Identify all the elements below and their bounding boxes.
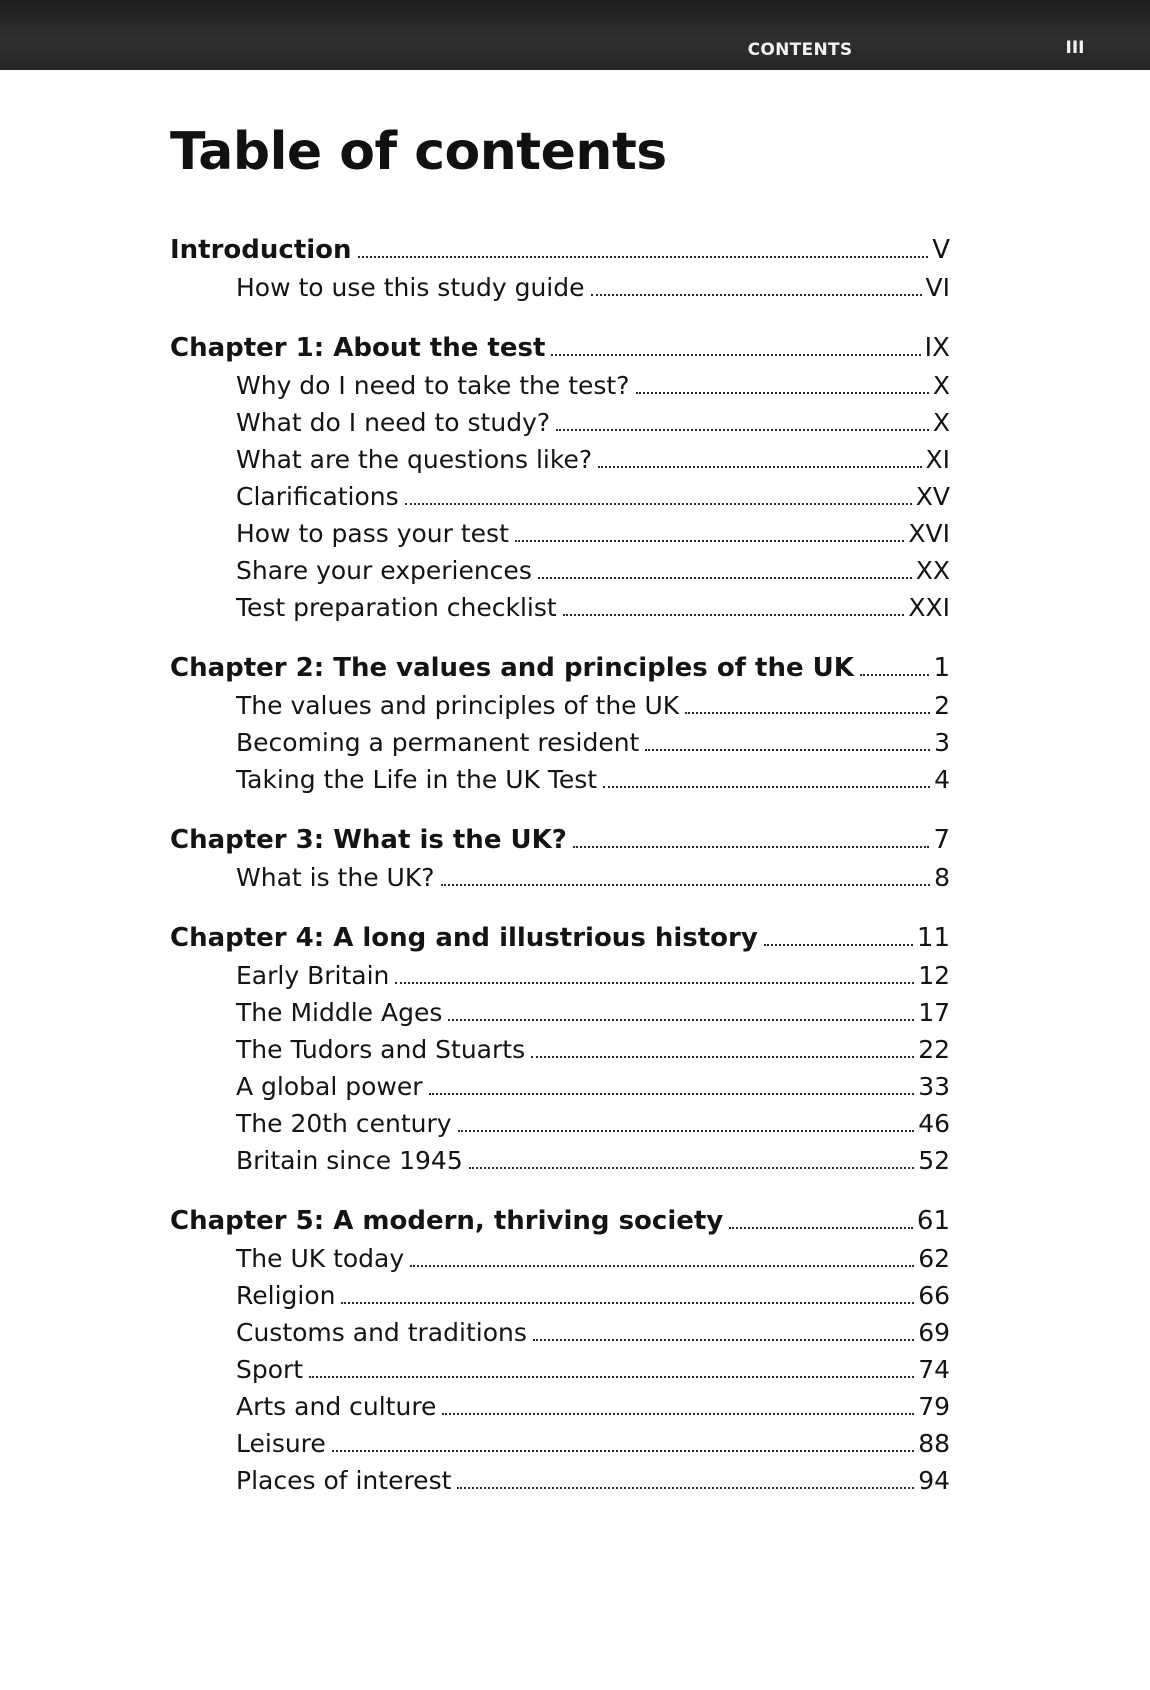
toc-entry-page: XXI [908, 593, 950, 622]
toc-subentry [170, 589, 950, 626]
toc-subentry [170, 1105, 950, 1142]
toc-section [170, 232, 950, 306]
dot-leader [515, 540, 905, 542]
toc-subentry [170, 552, 950, 589]
page-title: Table of contents [170, 122, 667, 182]
toc-chapter-entry [170, 232, 950, 269]
dot-leader [531, 1056, 914, 1058]
toc-subentry [170, 478, 950, 515]
toc-entry-label: Chapter 2: The values and principles of the UK [170, 653, 854, 683]
toc-chapter-entry [170, 1203, 950, 1240]
toc-entry-page: 11 [916, 923, 950, 953]
toc-chapter-entry [170, 920, 950, 957]
toc-entry-page: 62 [918, 1244, 950, 1273]
toc-section [170, 822, 950, 896]
dot-leader [764, 944, 913, 946]
toc-subentry [170, 1314, 950, 1351]
dot-leader [448, 1019, 914, 1021]
toc-entry-page: X [932, 408, 950, 437]
toc-entry-page: 46 [918, 1109, 950, 1138]
dot-leader [538, 577, 912, 579]
dot-leader [358, 256, 929, 258]
toc-subentry [170, 1277, 950, 1314]
dot-leader [395, 982, 914, 984]
toc-entry-label: Chapter 3: What is the UK? [170, 825, 567, 855]
dot-leader [636, 392, 929, 394]
running-head: CONTENTS [747, 40, 853, 60]
dot-leader [441, 884, 931, 886]
toc-entry-page: 61 [916, 1206, 950, 1236]
toc-subentry [170, 269, 950, 306]
dot-leader [603, 786, 930, 788]
toc-entry-label: Religion [236, 1281, 336, 1310]
toc-entry-label: Clarifications [236, 482, 399, 511]
toc-entry-label: Why do I need to take the test? [236, 371, 630, 400]
toc-subentry [170, 1388, 950, 1425]
toc-subentry [170, 515, 950, 552]
toc-entry-label: Customs and traditions [236, 1318, 527, 1347]
dot-leader [591, 294, 922, 296]
dot-leader [556, 429, 929, 431]
dot-leader [685, 712, 930, 714]
toc-entry-page: 2 [934, 691, 950, 720]
toc-entry-page: XX [915, 556, 950, 585]
toc-subentry [170, 1462, 950, 1499]
dot-leader [860, 674, 930, 676]
toc-entry-label: Leisure [236, 1429, 326, 1458]
dot-leader [442, 1413, 914, 1415]
toc-entry-page: XI [925, 445, 950, 474]
toc-subentry [170, 687, 950, 724]
toc-entry-label: The Middle Ages [236, 998, 443, 1027]
page-number: III [1065, 38, 1085, 58]
toc-subentry [170, 1351, 950, 1388]
dot-leader [429, 1093, 915, 1095]
toc-subentry [170, 994, 950, 1031]
toc-entry-page: 3 [934, 728, 950, 757]
dot-leader [469, 1167, 914, 1169]
toc-entry-label: How to pass your test [236, 519, 509, 548]
toc-entry-page: 66 [918, 1281, 950, 1310]
dot-leader [405, 503, 912, 505]
toc-entry-label: Share your experiences [236, 556, 532, 585]
toc-chapter-entry [170, 822, 950, 859]
toc-entry-page: X [932, 371, 950, 400]
dot-leader [458, 1130, 915, 1132]
toc-entry-page: 1 [933, 653, 950, 683]
toc-entry-page: 12 [918, 961, 950, 990]
toc-subentry [170, 859, 950, 896]
toc-entry-page: 52 [918, 1146, 950, 1175]
toc-entry-page: 94 [918, 1466, 950, 1495]
toc-entry-label: What is the UK? [236, 863, 435, 892]
toc-entry-label: What are the questions like? [236, 445, 593, 474]
toc-entry-page: XV [915, 482, 950, 511]
dot-leader [645, 749, 930, 751]
dot-leader [341, 1302, 914, 1304]
toc-entry-label: The values and principles of the UK [236, 691, 680, 720]
toc-entry-label: Introduction [170, 235, 352, 265]
toc-subentry [170, 1425, 950, 1462]
toc-entry-label: Becoming a permanent resident [236, 728, 640, 757]
toc-entry-label: What do I need to study? [236, 408, 551, 437]
toc-subentry [170, 724, 950, 761]
toc-entry-page: VI [925, 273, 950, 302]
toc-entry-label: Chapter 5: A modern, thriving society [170, 1206, 724, 1236]
dot-leader [457, 1487, 914, 1489]
dot-leader [573, 846, 930, 848]
toc-section [170, 330, 950, 626]
toc-entry-label: How to use this study guide [236, 273, 585, 302]
toc-section [170, 920, 950, 1179]
toc-subentry [170, 957, 950, 994]
dot-leader [309, 1376, 914, 1378]
toc-entry-label: A global power [236, 1072, 423, 1101]
toc-subentry [170, 761, 950, 798]
toc-subentry [170, 1031, 950, 1068]
toc-entry-label: Taking the Life in the UK Test [236, 765, 598, 794]
dot-leader [332, 1450, 914, 1452]
toc-section [170, 650, 950, 798]
toc-entry-page: V [932, 235, 950, 265]
toc-entry-page: 22 [918, 1035, 950, 1064]
toc-entry-page: 8 [934, 863, 950, 892]
toc-entry-page: IX [924, 333, 950, 363]
toc-entry-label: Arts and culture [236, 1392, 437, 1421]
toc-entry-label: The UK today [236, 1244, 405, 1273]
toc-entry-label: The 20th century [236, 1109, 452, 1138]
table-of-contents [170, 232, 950, 1523]
toc-entry-page: 79 [918, 1392, 950, 1421]
toc-entry-label: Sport [236, 1355, 304, 1384]
toc-entry-page: 7 [933, 825, 950, 855]
toc-entry-label: Britain since 1945 [236, 1146, 463, 1175]
toc-subentry [170, 404, 950, 441]
toc-subentry [170, 367, 950, 404]
toc-entry-label: Test preparation checklist [236, 593, 557, 622]
toc-section [170, 1203, 950, 1499]
toc-subentry [170, 1142, 950, 1179]
toc-subentry [170, 1240, 950, 1277]
toc-entry-label: Early Britain [236, 961, 390, 990]
dot-leader [598, 466, 921, 468]
toc-entry-label: The Tudors and Stuarts [236, 1035, 526, 1064]
toc-entry-page: 33 [918, 1072, 950, 1101]
dot-leader [551, 354, 920, 356]
toc-entry-page: XVI [908, 519, 950, 548]
dot-leader [533, 1339, 914, 1341]
dot-leader [563, 614, 905, 616]
dot-leader [729, 1227, 913, 1229]
dot-leader [410, 1265, 914, 1267]
toc-entry-page: 69 [918, 1318, 950, 1347]
toc-chapter-entry [170, 330, 950, 367]
toc-entry-page: 88 [918, 1429, 950, 1458]
toc-entry-label: Places of interest [236, 1466, 452, 1495]
toc-entry-page: 4 [934, 765, 950, 794]
toc-subentry [170, 1068, 950, 1105]
toc-subentry [170, 441, 950, 478]
toc-entry-label: Chapter 1: About the test [170, 333, 546, 363]
toc-entry-page: 74 [918, 1355, 950, 1384]
header-bar [0, 0, 1150, 70]
toc-entry-page: 17 [918, 998, 950, 1027]
toc-entry-label: Chapter 4: A long and illustrious history [170, 923, 758, 953]
toc-chapter-entry [170, 650, 950, 687]
